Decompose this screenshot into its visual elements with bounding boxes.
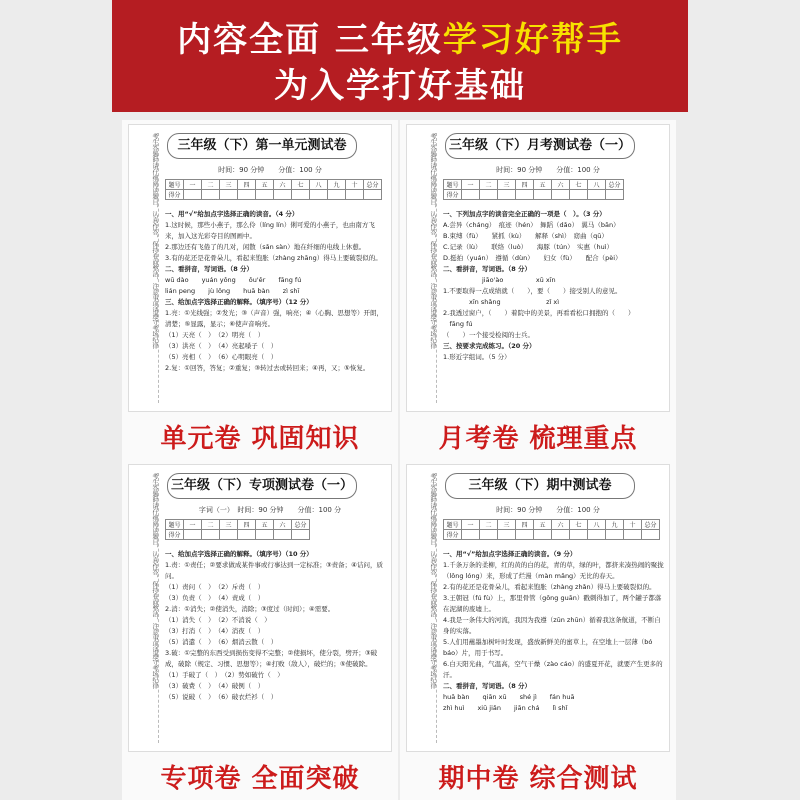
score-cell — [570, 530, 588, 540]
exam-title: 三年级（下）期中测试卷 — [445, 473, 635, 499]
exam-questions — [165, 549, 387, 749]
score-cell: 得分 — [444, 530, 462, 540]
binding-margin-note: 考生答题时请仔细阅读题目，认真作答，保持卷面整洁，注意事项请遵守考场纪律 — [131, 473, 159, 743]
score-header-cell: 三 — [498, 520, 516, 530]
score-cell — [238, 530, 256, 540]
score-cell — [462, 530, 480, 540]
score-cell — [516, 530, 534, 540]
score-cell — [202, 190, 220, 200]
score-header-cell: 五 — [256, 180, 274, 190]
score-cell: 得分 — [444, 190, 462, 200]
banner-headline-highlight: 学习好帮手 — [442, 20, 623, 60]
score-cell — [220, 190, 238, 200]
banner-headline — [112, 12, 688, 61]
question-line: fāng fú — [443, 320, 473, 328]
score-header-cell: 三 — [498, 180, 516, 190]
score-header-cell: 题号 — [444, 520, 462, 530]
score-cell — [292, 530, 310, 540]
score-header-cell: 五 — [534, 180, 552, 190]
score-header-cell: 一 — [462, 180, 480, 190]
question-line: （1）责问（ ） （2）斥责（ ） — [165, 583, 265, 591]
score-header-cell: 一 — [462, 520, 480, 530]
score-header-cell: 六 — [274, 520, 292, 530]
score-cell — [292, 190, 310, 200]
score-header-cell: 十 — [624, 520, 642, 530]
question-line: 2.有的花还是花骨朵儿，看起来饱胀（zhàng zhǎn）得马上要破裂似的。 — [443, 583, 656, 591]
question-line: （3）负责（ ） （4）责成（ ） — [165, 594, 265, 602]
question-line: （1）手破了（ ） （2）势如破竹（ ） — [165, 671, 284, 679]
question-line: （5）消遣（ ） （6）烟消云散（ ） — [165, 638, 278, 646]
question-line: （5）说破（ ） （6）破衣烂衫（ ） — [165, 693, 278, 701]
score-header-cell: 九 — [328, 180, 346, 190]
score-header-cell: 总分 — [292, 520, 310, 530]
score-cell — [624, 530, 642, 540]
exam-paper-preview — [128, 464, 392, 752]
promo-banner — [112, 0, 688, 112]
score-header-cell: 三 — [220, 180, 238, 190]
score-table — [443, 179, 624, 200]
score-cell — [606, 530, 624, 540]
question-line: 1.形近字组词。（5 分） — [443, 353, 511, 361]
question-line: （ ）一个接受检阅的士兵。 — [443, 331, 534, 339]
score-header-cell: 四 — [238, 180, 256, 190]
score-header-cell: 五 — [256, 520, 274, 530]
score-cell — [238, 190, 256, 200]
binding-margin-note: 考生答题时请仔细阅读题目，认真作答，保持卷面整洁，注意事项请遵守考场纪律 — [131, 133, 159, 403]
exam-paper-preview — [128, 124, 392, 412]
score-header-cell: 四 — [238, 520, 256, 530]
score-cell — [274, 530, 292, 540]
exam-panel — [122, 120, 398, 466]
exam-panel — [122, 460, 398, 800]
question-line: 6.白天阳光曲，气温高，空气干燥（zào cáo）的盛夏开花，就要产生更多的汗。 — [443, 660, 663, 679]
score-header-cell: 六 — [552, 520, 570, 530]
score-header-cell: 总分 — [364, 180, 382, 190]
panel-caption: 单元卷 巩固知识 — [160, 424, 360, 454]
question-line: 4.我是一条伟大的河流，我因为我遵（zūn zhūn）循着我这条航道，不断自身的实落。 — [443, 616, 661, 635]
score-header-cell: 七 — [570, 520, 588, 530]
question-line: （1）天亮（ ） （2）明亮（ ） — [165, 331, 265, 339]
score-cell — [256, 530, 274, 540]
score-header-cell: 题号 — [444, 180, 462, 190]
exam-title: 三年级（下）月考测试卷（一） — [445, 133, 635, 159]
question-line: huā bàn qiān xū shé jì fán huā — [443, 693, 575, 701]
score-table — [165, 519, 310, 540]
score-cell — [480, 190, 498, 200]
question-line: 2.复：①回答，答复；②重复；③转过去或转回来；④再，又；⑤恢复。 — [165, 364, 370, 372]
score-header-cell: 总分 — [642, 520, 660, 530]
score-cell — [328, 190, 346, 200]
question-line: jiāo'ào xū xīn — [443, 276, 556, 284]
score-cell — [534, 190, 552, 200]
question-line: 3.王朝冠（fú fù）上，那里骨管（gōng guān）戳刺得加了，两个罐子都落在泥湖的废墟上。 — [443, 594, 662, 613]
question-line: A.尝异（cháng） 痕迹（hén） 舞蹈（dǎo） 翼马（bān） — [443, 221, 620, 229]
panel-caption: 期中卷 综合测试 — [438, 764, 638, 794]
score-header-cell: 八 — [310, 180, 328, 190]
question-line: 2.我透过窗户，（ ）着院中的美景，再看看松口拥抱的（ ） — [443, 309, 635, 317]
score-cell — [310, 190, 328, 200]
score-cell: 得分 — [166, 190, 184, 200]
question-line: D.挺拍（yuán） 遵循（dùn） 妇女（fù） 配合（pèi） — [443, 254, 622, 262]
score-cell — [570, 190, 588, 200]
score-header-cell: 总分 — [606, 180, 624, 190]
score-header-cell: 题号 — [166, 180, 184, 190]
score-header-cell: 四 — [516, 520, 534, 530]
question-line: 3.破：①完整的东西受到损伤变得不完整；②使损坏，使分裂，劈开；③破成，破除（规定、习惯、思想等）；④打败（敌人），破烂的；⑤使破除。 — [165, 649, 378, 668]
panel-caption: 月考卷 梳理重点 — [438, 424, 638, 454]
score-header-cell: 五 — [534, 520, 552, 530]
question-section-heading: 二、看拼音，写词语。（8 分） — [165, 265, 254, 273]
question-section-heading: 一、给加点字选择正确的解释。（填序号）（10 分） — [165, 550, 313, 558]
score-cell — [498, 530, 516, 540]
score-cell — [220, 530, 238, 540]
score-cell — [498, 190, 516, 200]
score-header-cell: 三 — [220, 520, 238, 530]
exam-questions — [443, 549, 665, 749]
score-header-cell: 七 — [292, 180, 310, 190]
question-line: 1.这时候，那些小燕子，那么伶（líng lín）俐可爱的小燕子，也由南方飞来，加入这光彩夺目的图画中。 — [165, 221, 375, 240]
banner-headline-white: 内容全面 三年级 — [177, 20, 443, 60]
exam-title: 三年级（下）专项测试卷（一） — [167, 473, 357, 499]
question-line: lián peng jù lǒng huā bàn zì shī — [165, 287, 300, 295]
question-section-heading: 三、给加点字选择正确的解释。（填序号）（12 分） — [165, 298, 313, 306]
score-cell — [184, 530, 202, 540]
score-cell — [462, 190, 480, 200]
panel-caption: 专项卷 全面突破 — [160, 764, 360, 794]
score-header-cell: 二 — [480, 180, 498, 190]
question-line: 1.责：①责任；②要求做成某件事或行事达到一定标准；③责备；④诘问，质问。 — [165, 561, 384, 580]
score-header-cell: 一 — [184, 520, 202, 530]
question-line: C.记录（lù） 联络（luò） 海豚（tún） 实惠（huì） — [443, 243, 614, 251]
exam-title: 三年级（下）第一单元测试卷 — [167, 133, 357, 159]
question-line: wū dào yuán yǒng ǒu'ěr fāng fú — [165, 276, 302, 284]
binding-margin-note: 考生答题时请仔细阅读题目，认真作答，保持卷面整洁，注意事项请遵守考场纪律 — [409, 473, 437, 743]
question-section-heading: 二、看拼音，写词语。（8 分） — [443, 265, 532, 273]
exam-time-score: 字词（一） 时间：90 分钟 分值：100 分 — [198, 506, 342, 514]
score-cell — [642, 530, 660, 540]
question-section-heading: 一、用“√”给加点字选择正确的读音。（9 分） — [443, 550, 577, 558]
exam-questions — [165, 209, 387, 409]
question-line: （1）消失（ ） （2）不消说（ ） — [165, 616, 271, 624]
question-line: zhì huì xiū jiǎn jiān chá lì shǐ — [443, 704, 568, 712]
question-line: 2.那边还有飞倦了的几对，闲散（sǎn sàn）地在纤细的电线上休憩。 — [165, 243, 366, 251]
exam-time-score: 时间：90 分钟 分值：100 分 — [218, 166, 322, 174]
score-table — [165, 179, 382, 200]
score-table — [443, 519, 660, 540]
exam-panel — [400, 460, 676, 800]
score-cell — [516, 190, 534, 200]
score-cell — [202, 530, 220, 540]
score-cell — [346, 190, 364, 200]
binding-margin-note: 考生答题时请仔细阅读题目，认真作答，保持卷面整洁，注意事项请遵守考场纪律 — [409, 133, 437, 403]
score-header-cell: 九 — [606, 520, 624, 530]
score-cell: 得分 — [166, 530, 184, 540]
score-cell — [274, 190, 292, 200]
score-cell — [588, 530, 606, 540]
exam-paper-preview — [406, 124, 670, 412]
question-section-heading: 一、下列加点字的读音完全正确的一项是（ ）。（3 分） — [443, 210, 606, 218]
question-line: B.束缚（fù） 紧抓（kù） 解释（shì） 窈曲（qū） — [443, 232, 608, 240]
score-header-cell: 题号 — [166, 520, 184, 530]
question-section-heading: 三、按要求完成练习。（20 分） — [443, 342, 536, 350]
exam-questions — [443, 209, 665, 409]
exam-paper-preview — [406, 464, 670, 752]
score-header-cell: 四 — [516, 180, 534, 190]
question-line: 1.亮：①光线强；②发光；③（声音）强，响亮；④（心胸、思想等）开朗，清楚；⑤显露，显示；⑥使声音响亮。 — [165, 309, 384, 328]
exam-time-score: 时间：90 分钟 分值：100 分 — [496, 166, 600, 174]
score-cell — [606, 190, 624, 200]
question-line: （3）破费（ ） （4）破例（ ） — [165, 682, 265, 690]
score-cell — [184, 190, 202, 200]
question-line: 1.千条万条的柔柳，红的黄的白的花，青的草，绿的叶，都挤来凑热闹的聚拢（lǒng lóng）来，形成了烂漫（màn mǎng）无比的春天。 — [443, 561, 664, 580]
question-line: （5）亮相（ ） （6）心明眼亮（ ） — [165, 353, 278, 361]
question-line: （3）打消（ ） （4）消夜（ ） — [165, 627, 265, 635]
question-section-heading: 一、用“√”给加点字选择正确的读音。（4 分） — [165, 210, 299, 218]
score-header-cell: 六 — [552, 180, 570, 190]
score-cell — [364, 190, 382, 200]
exam-time-score: 时间：90 分钟 分值：100 分 — [496, 506, 600, 514]
score-header-cell: 八 — [588, 180, 606, 190]
score-header-cell: 七 — [570, 180, 588, 190]
score-header-cell: 二 — [202, 520, 220, 530]
exam-panel — [400, 120, 676, 466]
question-line: xīn shǎng zǐ xì — [443, 298, 560, 306]
question-line: （3）洪亮（ ） （4）亮起嗓子（ ） — [165, 342, 278, 350]
score-header-cell: 六 — [274, 180, 292, 190]
score-header-cell: 一 — [184, 180, 202, 190]
score-cell — [534, 530, 552, 540]
question-section-heading: 二、看拼音，写词语。（8 分） — [443, 682, 532, 690]
score-cell — [588, 190, 606, 200]
question-line: 3.有的花还是花骨朵儿，看起来饱胀（zhàng zhāng）得马上要破裂似的。 — [165, 254, 382, 262]
banner-subline: 为入学打好基础 — [274, 66, 526, 106]
score-cell — [552, 530, 570, 540]
score-cell — [256, 190, 274, 200]
score-header-cell: 十 — [346, 180, 364, 190]
question-line: 5.人们用蘸墨加树叶时发现，盛放新鲜美的蜜草上，在空地上一层薄（bó báo）片，用于书写。 — [443, 638, 653, 657]
score-cell — [552, 190, 570, 200]
score-cell — [480, 530, 498, 540]
score-header-cell: 八 — [588, 520, 606, 530]
score-header-cell: 二 — [202, 180, 220, 190]
question-line: 2.消：①消失；②使消失，消除；③度过（时间）；④需要。 — [165, 605, 335, 613]
score-header-cell: 二 — [480, 520, 498, 530]
question-line: 1.不要取得一点成绩就（ ），要（ ）接受别人的意见。 — [443, 287, 622, 295]
